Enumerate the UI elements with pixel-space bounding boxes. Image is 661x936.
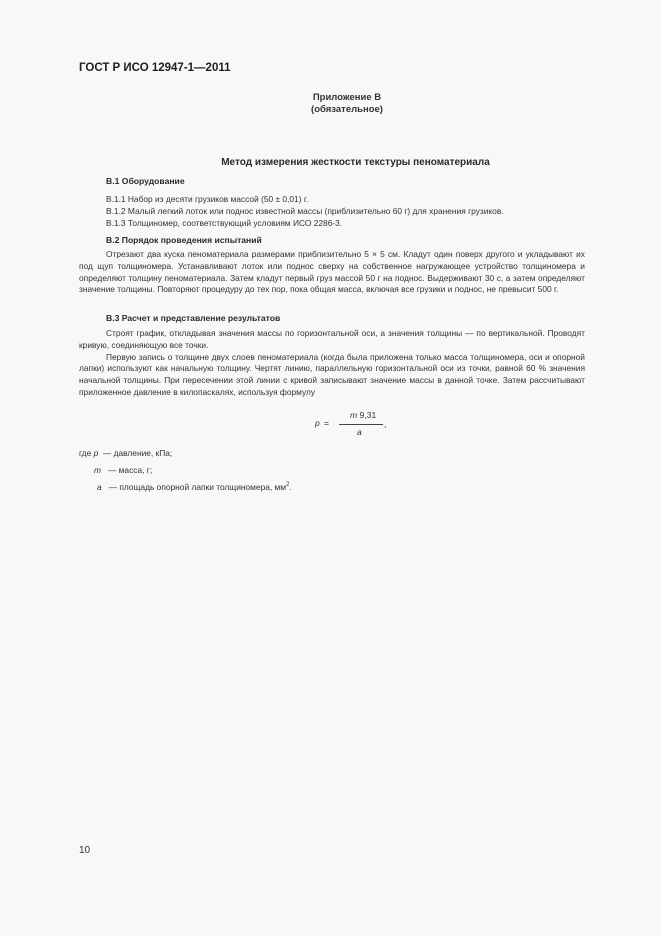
- dash: —: [108, 482, 118, 492]
- period: .: [289, 482, 292, 492]
- symbol: m: [94, 465, 101, 475]
- list-item: В.1.3 Толщиномер, соответствующий условиям ИСО 2286-3.: [106, 218, 343, 228]
- formula-numerator: m 9,31: [350, 410, 377, 420]
- section-heading-b2: В.2 Порядок проведения испытаний: [106, 235, 262, 245]
- annex-status: (обязательное): [311, 104, 383, 115]
- symbol: a: [97, 482, 102, 492]
- definition: площадь опорной лапки толщиномера, мм: [119, 482, 287, 492]
- where-prefix: где: [79, 448, 92, 458]
- section-b3-body: [79, 328, 585, 399]
- annex-label: Приложение В: [312, 92, 382, 103]
- legend-row-m: [94, 465, 152, 475]
- fraction-bar: [339, 424, 383, 425]
- formula-comma: ,: [384, 419, 387, 429]
- definition: масса, г;: [118, 465, 153, 475]
- formula-denominator: a: [357, 427, 362, 437]
- symbol: p: [93, 448, 99, 458]
- section-b2-body: [79, 249, 585, 296]
- legend-row-a: [97, 482, 292, 492]
- page-number: 10: [79, 845, 91, 856]
- annex-title: Метод измерения жесткости текстуры пеноматериала: [221, 157, 490, 168]
- paragraph: Отрезают два куска пеноматериала размерами приблизительно 5 × 5 см. Кладут один поверх другого и укладывают их под щуп толщиномера. Устанавливают лоток или поднос сверху на собственное нагружающее устройство толщиномера и определяют толщину пеноматериала. Затем кладут первый груз массой 50 г на поднос. Выдерживают 30 с, а затем определяют значение толщины. Повторяют процедуру до тех пор, пока общая масса, включая все грузики и поднос, не превысит 500 г.: [79, 249, 585, 295]
- paragraph: Строят график, откладывая значения массы по горизонтальной оси, а значения толщины — по вертикальной. Проводят кривую, соединяющую все точки.: [79, 328, 585, 350]
- section-heading-b3: В.3 Расчет и представление результатов: [106, 313, 281, 323]
- list-item: В.1.1 Набор из десяти грузиков массой (50 ± 0,01) г.: [106, 194, 309, 204]
- formula-equals: =: [324, 418, 330, 428]
- list-item: В.1.2 Малый легкий лоток или поднос известной массы (приблизительно 60 г) для хранения грузиков.: [106, 206, 504, 216]
- document-header: ГОСТ Р ИСО 12947-1—2011: [79, 62, 231, 74]
- dash: —: [107, 465, 117, 475]
- dash: —: [102, 448, 112, 458]
- section-heading-b1: В.1 Оборудование: [106, 176, 185, 186]
- paragraph: Первую запись о толщине двух слоев пеноматериала (когда была приложена только масса толщиномера, оси и опорной лапки) используют как начальную толщину. Чертят линию, параллельную горизонтальной оси из точки, равной 60 % значения начальной толщины. При пересечении этой линии с кривой записывают значение массы в данной точке. Затем рассчитывают приложенное давление в килопаскалях, используя формулу: [79, 351, 585, 397]
- definition: давление, кПа;: [113, 448, 173, 458]
- legend-row-p: [79, 448, 172, 458]
- superscript: 2: [286, 482, 290, 489]
- pressure-formula: [315, 410, 405, 442]
- formula-lhs: p: [315, 418, 320, 428]
